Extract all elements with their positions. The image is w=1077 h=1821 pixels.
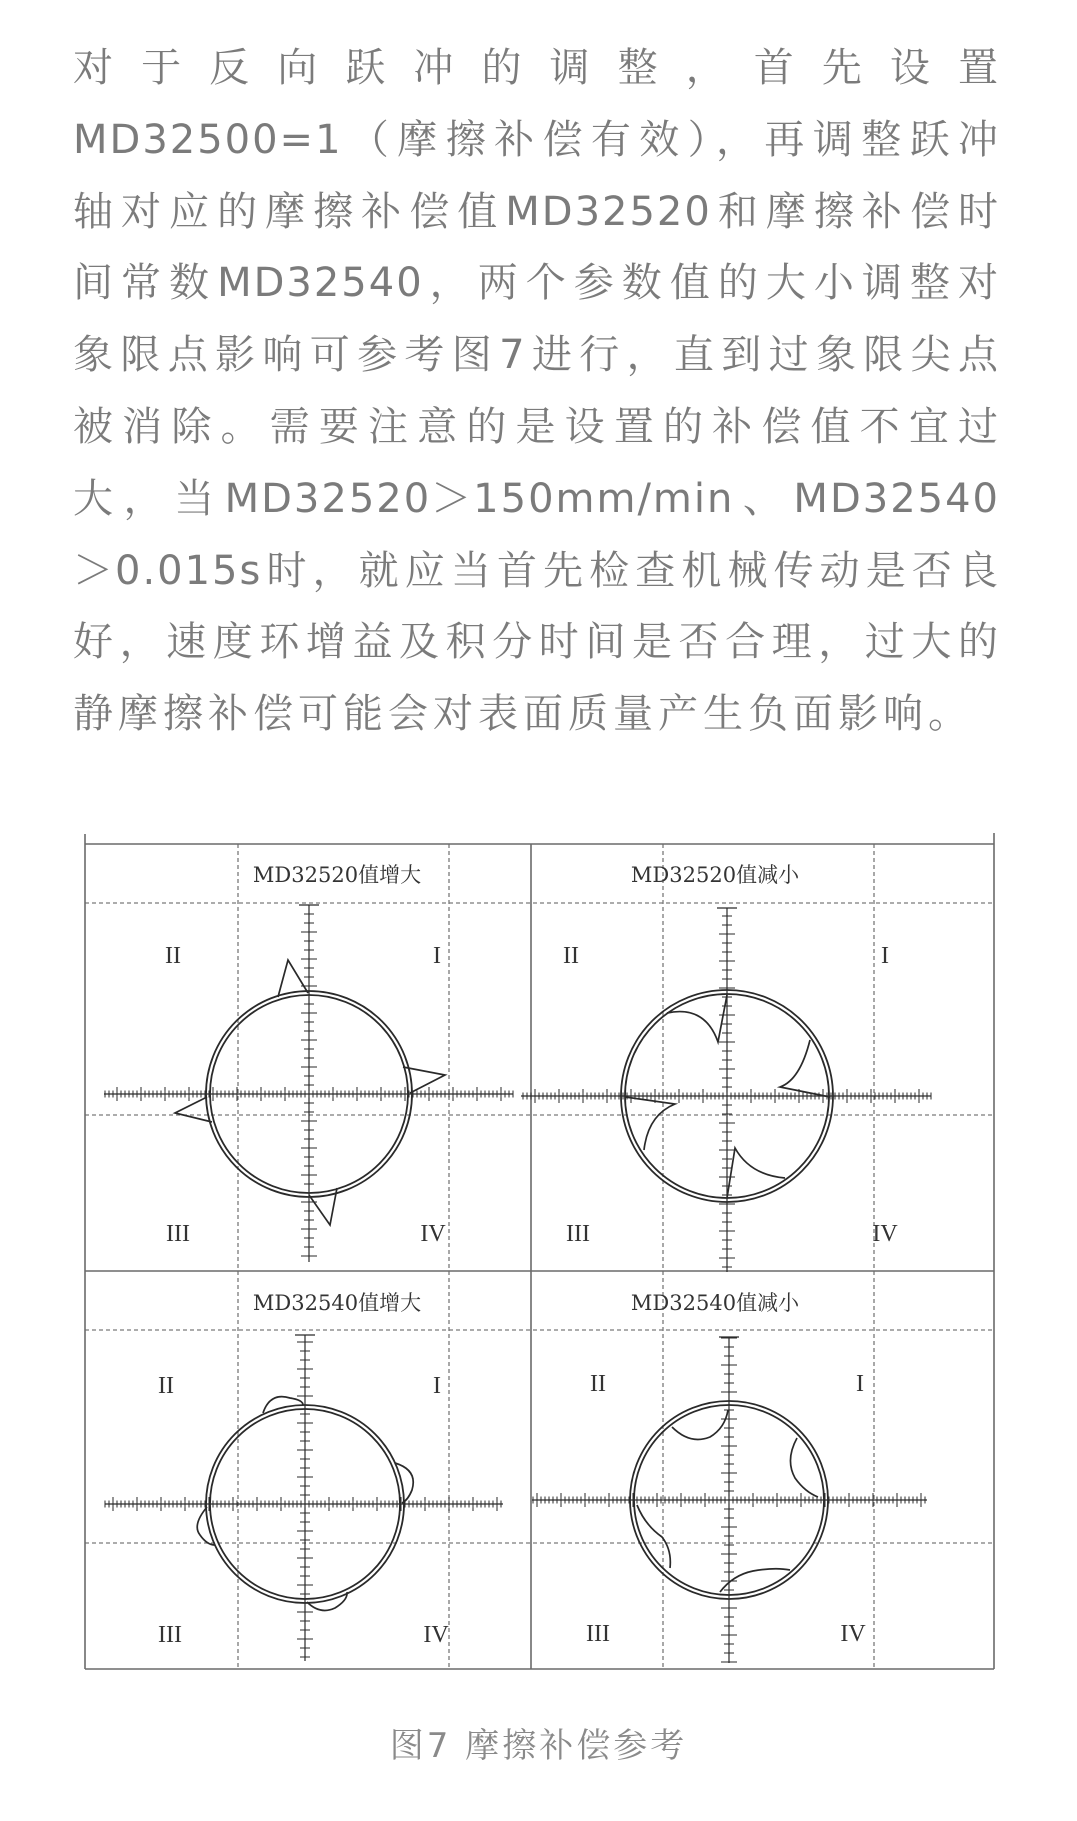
quadrant-label-iii: III	[166, 1221, 190, 1247]
dashed-gridlines	[85, 844, 994, 1669]
panel-title: MD32520值增大	[252, 863, 422, 887]
quadrant-label-i: I	[433, 943, 441, 969]
article-line: 轴对应的摩擦补偿值MD32520和摩擦补偿时	[73, 188, 1000, 235]
quadrant-label-iv: IV	[423, 1622, 449, 1648]
article-line: 被消除。需要注意的是设置的补偿值不宜过	[73, 403, 1000, 450]
article-line: 静摩擦补偿可能会对表面质量产生负面影响。	[73, 691, 973, 738]
article-line: MD32500=1（摩擦补偿有效），再调整跃冲	[73, 116, 1000, 163]
article-line: 好，速度环增益及积分时间是否合理，过大的	[73, 619, 1000, 666]
quadrant-label-i: I	[881, 943, 889, 969]
quadrant-label-ii: II	[563, 943, 579, 969]
article-line: 对于反向跃冲的调整，首先设置	[73, 45, 1000, 91]
article-line: 象限点影响可参考图7进行，直到过象限尖点	[73, 332, 1000, 379]
quadrant-label-iv: IV	[872, 1221, 898, 1247]
quadrant-label-ii: II	[158, 1373, 174, 1399]
quadrant-label-i: I	[433, 1373, 441, 1399]
article-line: 大，当MD32520＞150mm/min、MD32540	[73, 475, 1000, 522]
quadrant-label-ii: II	[590, 1371, 606, 1397]
panel-4	[532, 1291, 927, 1663]
quadrant-label-iv: IV	[420, 1221, 446, 1247]
article-line: 间常数MD32540，两个参数值的大小调整对	[73, 260, 1000, 307]
panel-title: MD32520值减小	[630, 863, 800, 887]
quadrant-label-iii: III	[158, 1622, 182, 1648]
quadrant-label-iii: III	[586, 1621, 610, 1647]
quadrant-label-i: I	[856, 1371, 864, 1397]
panel-title: MD32540值增大	[252, 1291, 422, 1315]
quadrant-label-iv: IV	[840, 1621, 866, 1647]
quadrant-label-iii: III	[566, 1221, 590, 1247]
article-line: ＞0.015s时，就应当首先检查机械传动是否良	[73, 547, 1000, 594]
figure-caption: 图7 摩擦补偿参考	[389, 1726, 688, 1766]
panel-title: MD32540值减小	[630, 1291, 800, 1315]
panel-3	[105, 1291, 503, 1661]
quadrant-label-ii: II	[165, 943, 181, 969]
panel-2	[521, 863, 931, 1272]
panel-1	[104, 863, 513, 1262]
